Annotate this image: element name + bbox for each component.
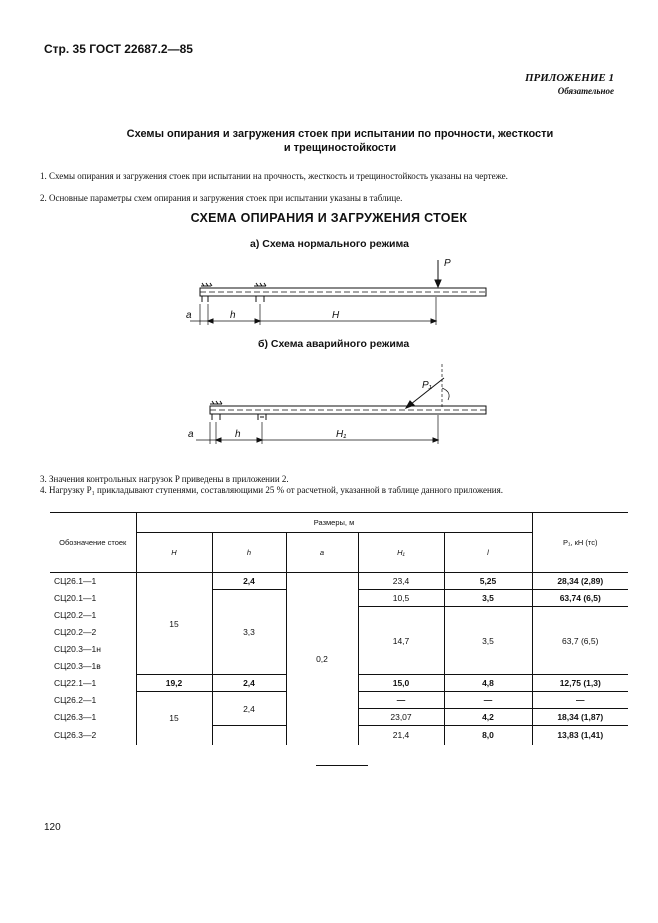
cell-P1: 13,83 (1,41): [557, 730, 604, 741]
label-P1: P₁: [422, 380, 432, 391]
cell-name: СЦ26.3—2: [50, 726, 136, 745]
page-header: Стр. 35 ГОСТ 22687.2—85: [44, 42, 193, 56]
cell-name: СЦ22.1—1: [50, 675, 136, 692]
header-H1: H₁: [358, 533, 444, 573]
cell-H: 19,2: [136, 675, 212, 692]
cell-h-empty: [212, 726, 286, 745]
cell-l: 5,25: [444, 573, 532, 590]
cell-P1: 18,34 (1,87): [532, 709, 628, 726]
scheme-emergency-drawing: [180, 358, 500, 454]
cell-l: 8,0: [444, 726, 532, 745]
cell-H1-merged: 14,7: [358, 607, 444, 675]
cell-P1: 28,34 (2,89): [532, 573, 628, 590]
label-h: h: [230, 310, 236, 321]
support-right-top: [254, 283, 266, 286]
header-a: a: [286, 533, 358, 573]
support-left-top: [210, 401, 222, 404]
cell-P1-merged: 63,7 (6,5): [532, 607, 628, 675]
paragraph-3: 3. Значения контрольных нагрузок P приведены в приложении 2.: [40, 474, 289, 484]
parameters-table: [50, 512, 628, 745]
table-row: [50, 573, 628, 590]
cell-name: СЦ20.3—1в: [50, 658, 136, 675]
cell-P1: —: [532, 692, 628, 709]
cell-name: СЦ26.1—1: [50, 573, 136, 590]
cell-l: 4,8: [444, 675, 532, 692]
header-h: h: [212, 533, 286, 573]
cell-h-merged: 3,3: [212, 590, 286, 675]
appendix-block: [525, 72, 614, 98]
cell-H1: 10,5: [358, 590, 444, 607]
cell-h-merged: 2,4: [212, 692, 286, 726]
separator-rule: [316, 765, 368, 766]
cell-h: 2,4: [212, 675, 286, 692]
cell-P1: 12,75 (1,3): [532, 675, 628, 692]
cell-h: 2,4: [212, 573, 286, 590]
cell-H1: 23,07: [358, 709, 444, 726]
support-right: [256, 414, 268, 420]
scheme-normal-title: а) Схема нормального режима: [250, 238, 409, 250]
cell-H-merged: 15: [136, 573, 212, 675]
header-P1: P₁, кН (тс): [532, 513, 628, 573]
cell-l: 3,5: [444, 590, 532, 607]
cell-name: СЦ20.1—1: [50, 590, 136, 607]
label-a: a: [186, 310, 192, 321]
cell-H1: 23,4: [358, 573, 444, 590]
scheme-emergency-title: б) Схема аварийного режима: [258, 338, 410, 350]
cell-H1: —: [358, 692, 444, 709]
scheme-normal-drawing: [180, 252, 500, 332]
support-left: [210, 414, 222, 420]
cell-l: 4,2: [444, 709, 532, 726]
cell-P1: 63,74 (6,5): [532, 590, 628, 607]
paragraph-1: 1. Схемы опирания и загружения стоек при испытании на прочность, жесткость и трещиностойкость указаны на чертеже.: [40, 171, 508, 181]
document-title-line-2: и трещиностойкости: [283, 142, 397, 154]
header-sizes: Размеры, м: [136, 513, 532, 533]
cell-name: СЦ20.2—1: [50, 607, 136, 624]
appendix-subtitle: Обязательное: [557, 86, 614, 96]
label-H1: H₁: [336, 429, 347, 440]
header-designation: Обозначение стоек: [50, 513, 136, 573]
cell-a-merged: 0,2: [286, 573, 358, 745]
cell-H-merged: 15: [136, 692, 212, 745]
support-left: [200, 296, 210, 302]
paragraph-4: 4. Нагрузку P₁ прикладывают ступенями, составляющими 25 % от расчетной, указанной в таблице данного приложения.: [40, 485, 504, 495]
section-title: СХЕМА ОПИРАНИЯ И ЗАГРУЖЕНИЯ СТОЕК: [190, 211, 468, 225]
support-right: [254, 296, 266, 302]
cell-name: СЦ26.2—1: [50, 692, 136, 709]
support-left-top: [201, 283, 212, 286]
document-title: [60, 127, 620, 155]
paragraph-2: 2. Основные параметры схем опирания и загружения стоек при испытании указаны в таблице.: [40, 193, 403, 203]
cell-H1: 21,4: [358, 726, 444, 745]
label-a: a: [188, 429, 194, 440]
label-H: H: [332, 310, 340, 321]
appendix-title: ПРИЛОЖЕНИЕ 1: [524, 72, 614, 84]
header-H: H: [136, 533, 212, 573]
cell-l-merged: 3,5: [444, 607, 532, 675]
header-l: l: [444, 533, 532, 573]
document-title-line-1: Схемы опирания и загружения стоек при испытании по прочности, жесткости: [126, 128, 554, 140]
cell-l: —: [444, 692, 532, 709]
label-h: h: [235, 429, 241, 440]
cell-H1: 15,0: [358, 675, 444, 692]
label-P: P: [444, 258, 451, 269]
cell-name: СЦ20.2—2: [50, 624, 136, 641]
cell-name: СЦ26.3—1: [50, 709, 136, 726]
cell-name: СЦ20.3—1н: [50, 641, 136, 658]
page-number: 120: [44, 822, 61, 833]
